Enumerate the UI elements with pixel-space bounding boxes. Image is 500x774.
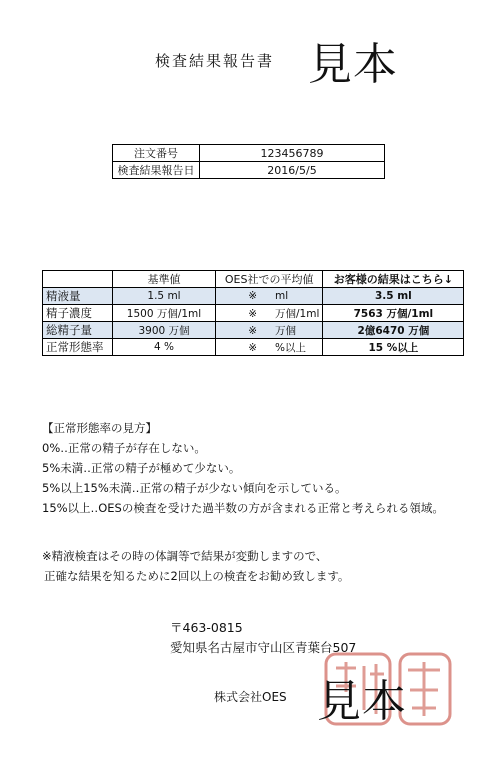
table-row (43, 339, 464, 356)
guide-heading: 【正常形態率の見方】 (42, 421, 157, 435)
guide-line: 0%‥正常の精子が存在しない。 (42, 441, 206, 455)
row-standard: 3900 万個 (113, 322, 216, 339)
header-average: OES社での平均値 (216, 271, 323, 288)
row-average (216, 322, 323, 339)
document-title: 検査結果報告書 (155, 52, 275, 70)
sample-stamp-title: 見本 (308, 39, 398, 90)
average-unit: 万個/1ml (275, 307, 320, 320)
average-mark: ※ (248, 290, 257, 302)
row-average (216, 339, 323, 356)
guide-line: 5%以上15%未満‥正常の精子が少ない傾向を示している。 (42, 481, 347, 495)
row-label: 精子濃度 (43, 305, 113, 322)
row-customer: 3.5 ml (323, 288, 464, 305)
results-header-row (43, 271, 464, 288)
row-standard: 1.5 ml (113, 288, 216, 305)
average-mark: ※ (248, 324, 257, 337)
average-unit: 万個 (275, 324, 296, 337)
row-customer: 2億6470 万個 (323, 322, 464, 339)
order-number-value: 123456789 (200, 145, 385, 162)
average-unit: ml (275, 290, 289, 302)
report-date-value: 2016/5/5 (200, 162, 385, 179)
row-customer: 7563 万個/1ml (323, 305, 464, 322)
notes-section (42, 546, 349, 586)
average-mark: ※ (248, 307, 257, 320)
row-customer: 15 %以上 (323, 339, 464, 356)
average-mark: ※ (248, 341, 257, 354)
order-row (113, 145, 385, 162)
row-label: 正常形態率 (43, 339, 113, 356)
order-number-label: 注文番号 (113, 145, 200, 162)
row-label: 精液量 (43, 288, 113, 305)
table-row (43, 305, 464, 322)
note-line: 正確な結果を知るために2回以上の検査をお勧め致します。 (44, 569, 350, 583)
row-label: 総精子量 (43, 322, 113, 339)
header-customer: お客様の結果はこちら↓ (323, 271, 464, 288)
sample-stamp-bottom: 見本 (317, 676, 407, 727)
guide-line: 5%未満‥正常の精子が極めて少ない。 (42, 461, 241, 475)
row-average (216, 288, 323, 305)
guide-line: 15%以上‥OESの検査を受けた過半数の方が含まれる正常と考えられる領域。 (42, 501, 444, 515)
report-date-label: 検査結果報告日 (113, 162, 200, 179)
address-line: 愛知県名古屋市守山区青葉台507 (170, 640, 357, 655)
header-standard: 基準値 (113, 271, 216, 288)
postal-code: 〒463-0815 (170, 620, 243, 635)
results-table (42, 270, 464, 356)
average-unit: %以上 (275, 341, 306, 354)
company-name: 株式会社OES (214, 690, 287, 704)
header-blank (43, 271, 113, 288)
row-average (216, 305, 323, 322)
order-info-table (112, 144, 385, 179)
row-standard: 4 % (113, 339, 216, 356)
row-standard: 1500 万個/1ml (113, 305, 216, 322)
note-line: ※精液検査はその時の体調等で結果が変動しますので、 (42, 549, 328, 563)
table-row (43, 288, 464, 305)
table-row (43, 322, 464, 339)
guide-section (42, 418, 444, 518)
order-row (113, 162, 385, 179)
